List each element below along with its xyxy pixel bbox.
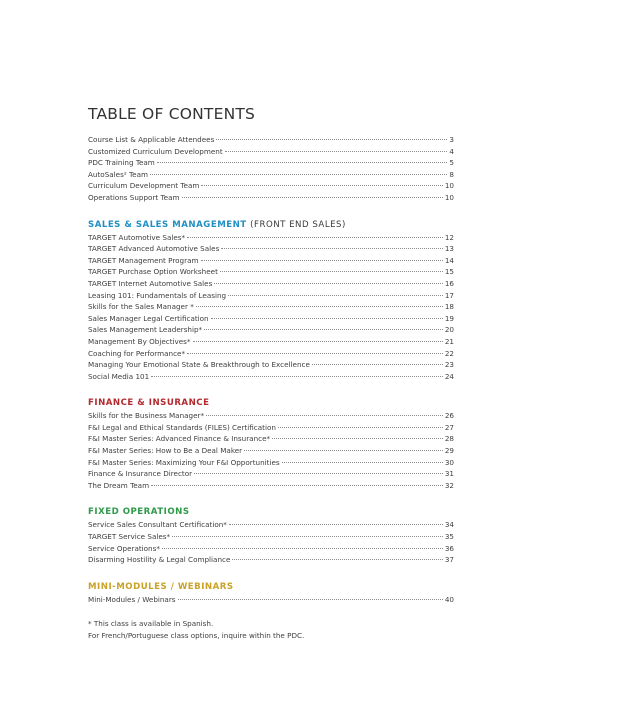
toc-entry-title: Curriculum Development Team [88,181,200,191]
toc-entry-page: 22 [444,348,454,358]
toc-entry[interactable] [88,324,454,336]
toc-entry-title: Customized Curriculum Development [88,146,223,156]
toc-entry-title: Sales Manager Legal Certification [88,313,209,323]
toc-entry-page: 5 [449,158,454,168]
toc-entry-page: 20 [444,325,454,335]
section-heading [88,397,454,409]
section-heading [88,219,454,231]
dot-leader [193,341,443,342]
toc-entry-page: 36 [444,543,454,553]
toc-entry-title: TARGET Service Sales* [88,532,171,542]
toc-entry-title: F&I Master Series: Maximizing Your F&I Opportunities [88,457,280,467]
toc-entry-page: 34 [444,520,454,530]
toc-entry-page: 16 [444,278,454,288]
toc-entry-title: Managing Your Emotional State & Breakthrough to Excellence [88,360,310,370]
dot-leader [232,559,442,560]
toc-entry[interactable] [88,480,454,492]
toc-entry-page: 8 [449,169,454,179]
toc-entry[interactable] [88,301,454,313]
toc-entry[interactable] [88,134,454,146]
toc-entry-title: Service Operations* [88,543,160,553]
toc-sections [88,219,454,606]
toc-entry[interactable] [88,290,454,302]
toc-entry-page: 35 [444,532,454,542]
toc-entry[interactable] [88,313,454,325]
toc-entry-title: Skills for the Sales Manager * [88,302,194,312]
toc-entry-title: Course List & Applicable Attendees [88,135,215,144]
dot-leader [178,599,443,600]
toc-entry-page: 31 [444,469,454,479]
toc-section [88,581,454,606]
toc-entry[interactable] [88,468,454,480]
dot-leader [282,462,443,463]
toc-entry-title: F&I Master Series: How to Be a Deal Maker [88,446,243,456]
toc-entry-page: 32 [444,480,454,490]
dot-leader [272,438,443,439]
toc-entry[interactable] [88,543,454,555]
toc-entry[interactable] [88,433,454,445]
dot-leader [278,427,443,428]
section-entries [88,232,454,383]
toc-entry-title: Operations Support Team [88,192,180,202]
toc-entry-page: 18 [444,302,454,312]
toc-entry[interactable] [88,594,454,606]
toc-section [88,397,454,491]
section-heading-title: MINI-MODULES / WEBINARS [88,581,234,592]
toc-entry-title: Disarming Hostility & Legal Compliance [88,555,231,565]
dot-leader [216,139,447,140]
toc-entry-title: PDC Training Team [88,158,155,168]
toc-entry[interactable] [88,278,454,290]
toc-entry-title: TARGET Purchase Option Worksheet [88,267,218,277]
toc-entry-title: Skills for the Business Manager* [88,411,205,421]
dot-leader [229,524,443,525]
toc-entry-title: Management By Objectives* [88,336,191,346]
dot-leader [214,283,442,284]
toc-entry[interactable] [88,410,454,422]
dot-leader [172,536,443,537]
toc-entry-title: F&I Legal and Ethical Standards (FILES) Certification [88,422,276,432]
toc-entry-title: TARGET Internet Automotive Sales [88,278,213,288]
toc-entry-title: Finance & Insurance Director [88,469,193,479]
toc-entry[interactable] [88,348,454,360]
dot-leader [151,376,443,377]
toc-entry[interactable] [88,232,454,244]
dot-leader [211,318,443,319]
toc-entry-title: Social Media 101 [88,371,150,381]
toc-entry[interactable] [88,243,454,255]
dot-leader [187,237,443,238]
section-entries [88,594,454,606]
toc-entry[interactable] [88,371,454,383]
table-of-contents [88,104,454,642]
toc-entry-title: Sales Management Leadership* [88,325,203,335]
toc-entry-page: 10 [444,192,454,202]
dot-leader [157,162,448,163]
section-heading [88,581,454,593]
toc-entry[interactable] [88,359,454,371]
toc-entry-page: 27 [444,422,454,432]
dot-leader [244,450,443,451]
toc-entry-title: TARGET Management Program [88,255,199,265]
toc-entry-page: 30 [444,457,454,467]
toc-entry-page: 40 [444,594,454,604]
toc-entry-page: 29 [444,446,454,456]
toc-entry-title: Leasing 101: Fundamentals of Leasing [88,290,227,300]
toc-entry-page: 10 [444,181,454,191]
toc-entry[interactable] [88,266,454,278]
section-heading-title: FINANCE & INSURANCE [88,398,210,409]
toc-entry[interactable] [88,531,454,543]
toc-entry-page: 26 [444,411,454,421]
toc-entry-title: F&I Master Series: Advanced Finance & Insurance* [88,434,271,444]
toc-entry-page: 12 [444,232,454,242]
toc-entry-page: 3 [449,135,454,144]
toc-entry-page: 4 [449,146,454,156]
toc-entry[interactable] [88,180,454,192]
dot-leader [221,248,443,249]
dot-leader [187,353,443,354]
toc-entry[interactable] [88,519,454,531]
dot-leader [151,485,443,486]
dot-leader [312,364,443,365]
toc-entry[interactable] [88,445,454,457]
dot-leader [162,548,443,549]
toc-entry-page: 19 [444,313,454,323]
toc-entry[interactable] [88,146,454,158]
toc-entry[interactable] [88,457,454,469]
intro-entries [88,134,454,204]
toc-entry-page: 21 [444,336,454,346]
dot-leader [220,271,443,272]
toc-section [88,506,454,565]
toc-entry-title: The Dream Team [88,480,150,490]
toc-entry-title: TARGET Advanced Automotive Sales [88,244,220,254]
section-entries [88,519,454,565]
toc-section [88,219,454,383]
dot-leader [194,473,443,474]
dot-leader [201,260,443,261]
page-title: TABLE OF CONTENTS [88,105,256,123]
dot-leader [204,329,443,330]
toc-entry[interactable] [88,192,454,204]
toc-entry[interactable] [88,336,454,348]
toc-entry[interactable] [88,422,454,434]
toc-entry-page: 24 [444,371,454,381]
toc-entry[interactable] [88,554,454,566]
toc-entry-title: TARGET Automotive Sales* [88,232,186,242]
toc-entry[interactable] [88,169,454,181]
section-entries [88,410,454,491]
dot-leader [201,185,442,186]
toc-entry-page: 14 [444,255,454,265]
toc-entry-title: Mini-Modules / Webinars [88,594,176,604]
dot-leader [196,306,443,307]
toc-entry[interactable] [88,255,454,267]
toc-entry-page: 23 [444,360,454,370]
toc-entry-page: 17 [444,290,454,300]
toc-entry-title: Coaching for Performance* [88,348,186,358]
toc-entry-page: 13 [444,244,454,254]
section-heading [88,506,454,518]
footnote-spanish: * This class is available in Spanish. [88,619,214,629]
dot-leader [228,295,443,296]
toc-entry-title: Service Sales Consultant Certification* [88,520,227,530]
toc-entry-title: AutoSales² Team [88,169,148,179]
toc-entry-page: 15 [444,267,454,277]
section-heading-title: SALES & SALES MANAGEMENT [88,219,247,230]
footnote-french-portuguese: For French/Portuguese class options, inquire within the PDC. [88,631,305,640]
toc-entry-page: 28 [444,434,454,444]
dot-leader [150,174,447,175]
dot-leader [206,415,443,416]
section-heading-title: FIXED OPERATIONS [88,507,190,518]
footnotes [88,618,454,641]
dot-leader [225,151,448,152]
dot-leader [182,197,443,198]
toc-entry[interactable] [88,157,454,169]
section-subheading: (FRONT END SALES) [250,219,346,230]
toc-entry-page: 37 [444,555,454,565]
